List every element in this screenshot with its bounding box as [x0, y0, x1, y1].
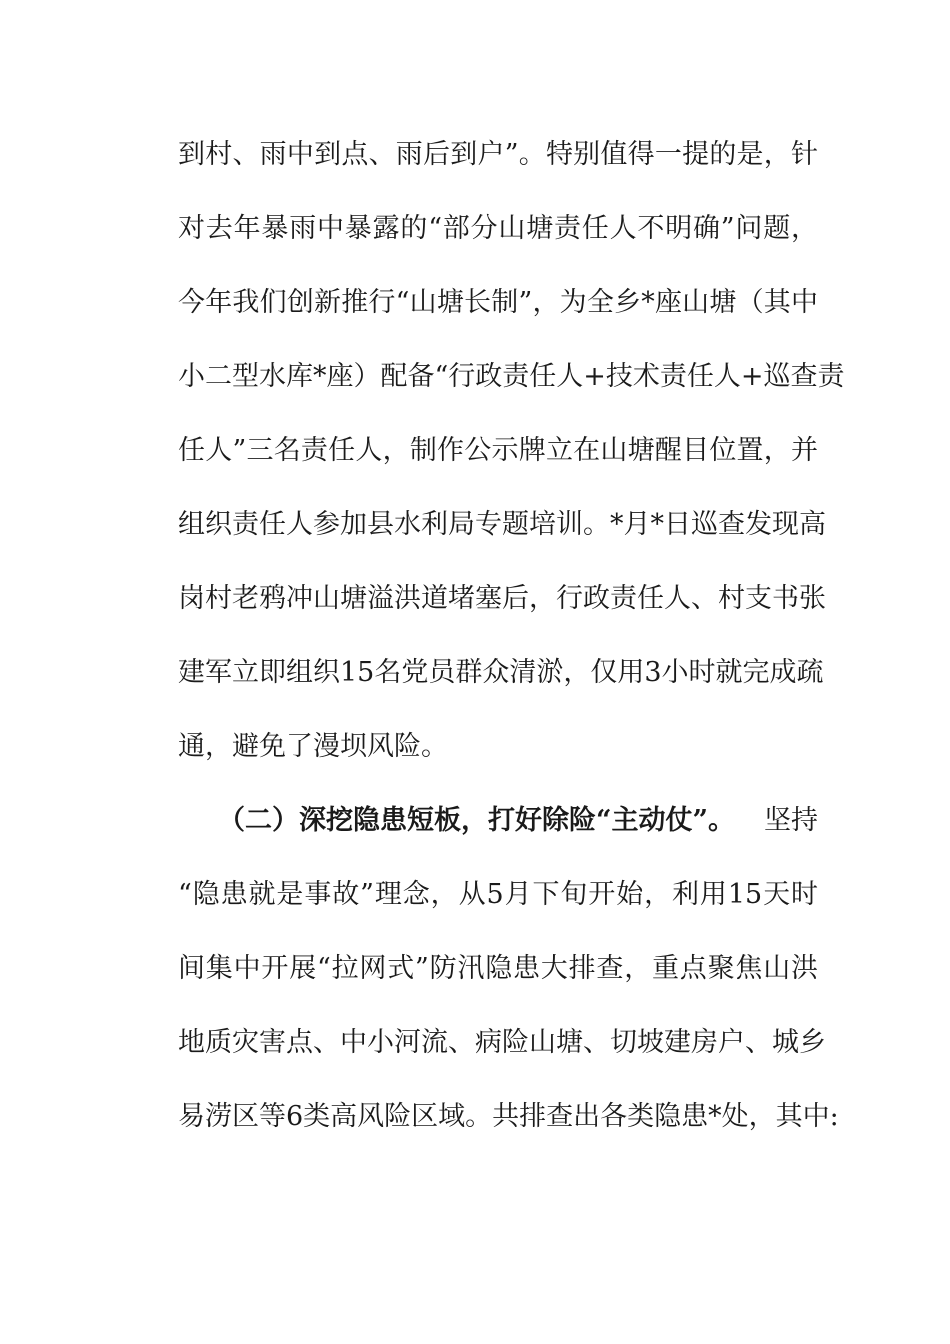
paragraph-line-8: 建军立即组织15名党员群众清淤，仅用3小时就完成疏 — [178, 657, 824, 688]
section-heading-continuation: 坚持 — [764, 805, 818, 836]
paragraph-line-3: 今年我们创新推行“山塘长制”，为全乡*座山塘（其中 — [178, 287, 818, 318]
paragraph2-line-1: “隐患就是事故”理念，从5月下旬开始，利用15天时 — [178, 879, 818, 910]
paragraph-line-9: 通，避免了漫坝风险。 — [178, 731, 448, 762]
paragraph-line-7: 岗村老鸦冲山塘溢洪道堵塞后，行政责任人、村支书张 — [178, 583, 826, 614]
paragraph-line-4: 小二型水库*座）配备“行政责任人+技术责任人+巡查责 — [178, 361, 845, 392]
paragraph-line-6: 组织责任人参加县水利局专题培训。*月*日巡查发现高 — [178, 509, 826, 540]
paragraph2-line-3: 地质灾害点、中小河流、病险山塘、切坡建房户、城乡 — [178, 1027, 826, 1058]
section-heading-title: （二）深挖隐患短板，打好除险“主动仗”。 — [218, 805, 736, 836]
paragraph-line-2: 对去年暴雨中暴露的“部分山塘责任人不明确”问题， — [178, 213, 818, 244]
paragraph-line-5: 任人”三名责任人，制作公示牌立在山塘醒目位置，并 — [178, 435, 818, 466]
section-heading — [218, 803, 818, 839]
paragraph-line-1: 到村、雨中到点、雨后到户”。特别值得一提的是，针 — [178, 139, 818, 170]
paragraph2-line-4: 易涝区等6类高风险区域。共排查出各类隐患*处，其中: — [178, 1101, 839, 1132]
paragraph2-line-2: 间集中开展“拉网式”防汛隐患大排查，重点聚焦山洪 — [178, 953, 818, 984]
